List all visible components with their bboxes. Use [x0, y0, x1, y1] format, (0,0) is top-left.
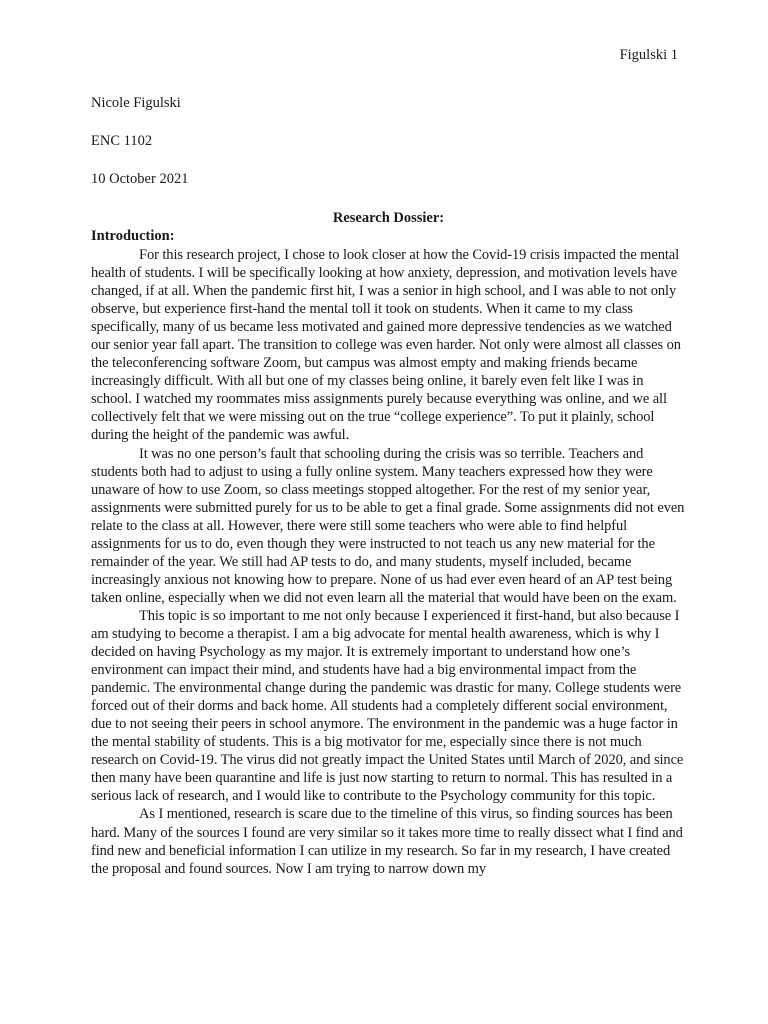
course-code: ENC 1102: [91, 133, 153, 149]
running-head: Figulski 1: [619, 47, 678, 63]
body-paragraph-3: This topic is so important to me not only because I experienced it first-hand, but also because I am studying to become a therapist. I am a big advocate for mental health awareness, which is why I decided on having Psychology as my major. It is extremely important to understand how one’s environment can impact their mind, and students have had a big environmental impact from the pandemic. The environmental change during the pandemic was drastic for many. College students were forced out of their dorms and back home. All students had a completely different social environment, due to not seeing their peers in school anymore. The environment in the pandemic was a huge factor in the mental stability of students. This is a big motivator for me, especially since there is not much research on Covid-19. The virus did not greatly impact the United States until March of 2020, and since then many have been quarantine and life is just now starting to return to normal. This has resulted in a serious lack of research, and I would like to contribute to the Psychology community for this topic.: [91, 607, 684, 805]
body-paragraph-2: It was no one person’s fault that schooling during the crisis was so terrible. Teachers and students both had to adjust to using a fully online system. Many teachers expressed how they were unaware of how to use Zoom, so class meetings stopped altogether. For the rest of my senior year, assignments were submitted purely for us to be able to get a final grade. Some assignments did not even relate to the class at all. However, there were still some teachers who were able to find helpful assignments for us to do, even though they were instructed to not teach us any new material for the remainder of the year. We still had AP tests to do, and many students, myself included, became increasingly anxious not knowing how to prepare. None of us had ever even heard of an AP test being taken online, especially when we did not even learn all the material that would have been on the exam.: [91, 445, 685, 606]
body-paragraph-1: For this research project, I chose to look closer at how the Covid-19 crisis impacted the mental health of students. I will be specifically looking at how anxiety, depression, and motivation levels have changed, if at all. When the pandemic first hit, I was a senior in high school, and I was able to not only observe, but experience first-hand the mental toll it took on students. When it came to my class specifically, many of us became less motivated and gained more depressive tendencies as we watched our senior year fall apart. The transition to college was even harder. Not only were almost all classes on the teleconferencing software Zoom, but campus was almost empty and making friends became increasingly difficult. With all but one of my classes being online, it barely even felt like I was in school. I watched my roommates miss assignments purely because everything was online, and we all collectively felt that we were missing out on the true “college experience”. To put it plainly, school during the height of the pandemic was awful.: [91, 247, 681, 444]
document-title: Research Dossier:: [332, 210, 445, 226]
section-title-introduction: Introduction:: [91, 228, 175, 244]
document-date: 10 October 2021: [91, 171, 189, 187]
author-name: Nicole Figulski: [91, 95, 181, 111]
body-paragraph-4: As I mentioned, research is scare due to the timeline of this virus, so finding sources has been hard. Many of the sources I found are very similar so it takes more time to really dissect what I find and find new and beneficial information I can utilize in my research. So far in my research, I have created the proposal and found sources. Now I am trying to narrow down my: [91, 806, 683, 877]
document-content: [91, 94, 686, 878]
